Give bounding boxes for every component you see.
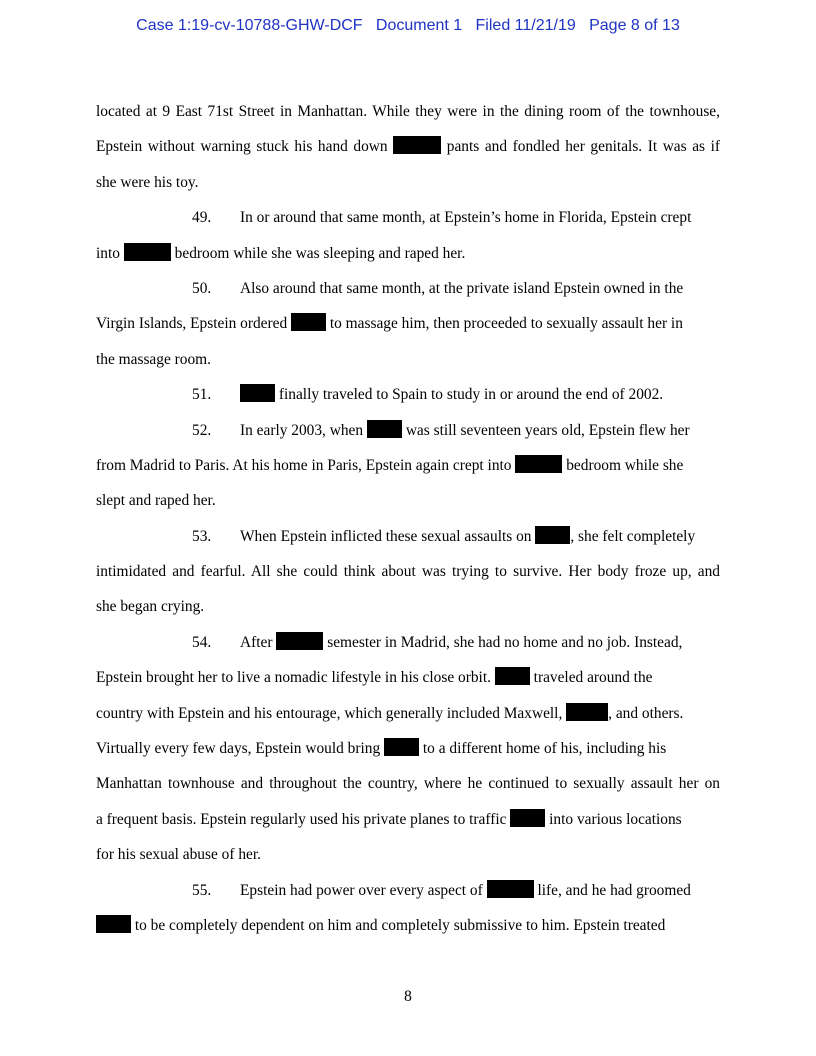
text-line: slept and raped her. [96,492,216,510]
redaction-block [291,313,326,331]
redaction-block [367,420,402,438]
redaction-block [566,703,608,721]
paragraph-54: 54. After semester in Madrid, she had no home and no job. Instead, [96,625,720,660]
redaction-block [487,880,534,898]
text-line: intimidated and fearful. All she could think about was trying to survive. Her body froze up, and [96,563,720,581]
page-indicator: Page 8 of 13 [589,17,680,34]
paragraph-49: 49. In or around that same month, at Epstein’s home in Florida, Epstein crept [96,200,720,235]
paragraph-55: 55. Epstein had power over every aspect of life, and he had groomed [96,873,720,908]
redaction-block [495,667,530,685]
paragraph-number: 49. [192,209,212,227]
paragraph-51: 51. finally traveled to Spain to study in or around the end of 2002. [96,377,720,412]
text-line: located at 9 East 71st Street in Manhattan. While they were in the dining room of the townhouse, [96,103,720,120]
case-header [0,17,816,35]
text-line: a frequent basis. Epstein regularly used his private planes to traffic into various locations [96,810,682,828]
paragraph-number: 55. [192,881,212,899]
redaction-block [384,738,419,756]
filed-date: Filed 11/21/19 [475,17,576,34]
text-line: Epstein without warning stuck his hand down pants and fondled her genitals. It was as if [96,138,720,156]
redaction-block [510,809,545,827]
paragraph-number: 51. [192,386,212,404]
paragraph-53: 53. When Epstein inflicted these sexual assaults on , she felt completely [96,519,720,554]
text-line: country with Epstein and his entourage, which generally included Maxwell, , and others. [96,704,684,722]
text-line: into bedroom while she was sleeping and raped her. [96,244,466,262]
text-line: Manhattan townhouse and throughout the country, where he continued to sexually assault her on [96,775,720,793]
paragraph-number: 54. [192,633,212,651]
text-line: to be completely dependent on him and completely submissive to him. Epstein treated [96,908,720,943]
text-line: Virgin Islands, Epstein ordered to massage him, then proceeded to sexually assault her in [96,315,683,333]
paragraph-number: 53. [192,527,212,545]
redaction-block [96,915,131,933]
text-line: from Madrid to Paris. At his home in Paris, Epstein again crept into bedroom while she [96,456,684,474]
redaction-block [393,136,441,154]
paragraph-52: 52. In early 2003, when was still seventeen years old, Epstein flew her [96,413,720,448]
paragraph-number: 52. [192,421,212,439]
text-line: Epstein brought her to live a nomadic lifestyle in his close orbit. traveled around the [96,669,653,687]
case-number: Case 1:19-cv-10788-GHW-DCF [136,17,363,34]
text-line: she began crying. [96,598,205,616]
redaction-block [515,455,562,473]
redaction-block [240,384,275,402]
text-line: Virtually every few days, Epstein would bring to a different home of his, including his [96,740,667,758]
text-line: she were his toy. [96,173,199,191]
paragraph-50: 50. Also around that same month, at the private island Epstein owned in the [96,271,720,306]
paragraph-number: 50. [192,279,212,297]
document-number: Document 1 [375,17,463,34]
document-body [96,94,720,943]
redaction-block [124,243,171,261]
text-line: for his sexual abuse of her. [96,846,261,864]
redaction-block [276,632,323,650]
text-line: the massage room. [96,350,211,368]
page-number: 8 [404,988,412,1005]
redaction-block [535,526,570,544]
